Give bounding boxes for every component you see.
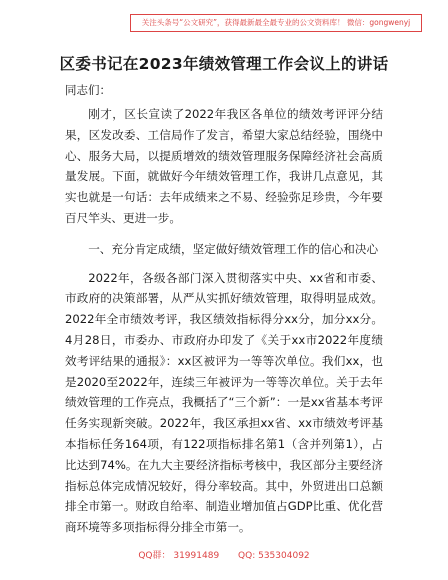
page-title: 区委书记在2023年绩效管理工作会议上的讲话 bbox=[59, 55, 389, 73]
paragraph-intro: 刚才，区长宣读了2022年我区各单位的绩效考评评分结果，区发改委、工信局作了发言，希望大家总结经验，围绕中心、服务大局，以提质增效的绩效管理服务保障经济社会高质量发展。下面，就做好今年绩效管理工作，我讲几点意见，其实也就是一句话：去年成绩来之不易、经验弥足珍贵，今年要百尺竿头、更进一步。 bbox=[65, 107, 383, 225]
salutation: 同志们： bbox=[65, 83, 111, 97]
footer-contact bbox=[0, 548, 448, 561]
section-heading: 一、充分肯定成绩，坚定做好绩效管理工作的信心和决心 bbox=[88, 241, 379, 256]
promo-banner: 关注头条号“公文研究”，获得最新最全最专业的公文资料库！ 微信：gongwenyj bbox=[130, 14, 422, 32]
paragraph-achievements: 2022年，各级各部门深入贯彻落实中央、xx省和市委、市政府的决策部署，从严从实抓好绩效管理，取得明显成效。2022年全市绩效考评，我区绩效指标得分xx分，加分xx分。4月28日，市委办、市政府办印发了《关于xx市2022年度绩效考评结果的通报》：xx区被评为一等等次单位。我们xx，也是2020至2022年，连续三年被评为一等等次单位。关于去年绩效管理的工作亮点，我概括了“三个新”：一是xx省基本考评任务实现新突破。2022年，我区承担xx省、xx市绩效考评基本指标任务164项，有122项指标排名第1（含并列第1），占比达到74%。在九大主要经济指标考核中，我区部分主要经济指标总体完成情况较好，得分率较高。其中，外贸进出口总额排全市第一。财政自给率、制造业增加值占GDP比重、优化营商环境等多项指标得分排全市第一。 bbox=[65, 270, 383, 535]
qq-number: QQ: 535304092 bbox=[238, 551, 310, 561]
document-body bbox=[65, 104, 383, 538]
qq-group: QQ群： 31991489 bbox=[138, 551, 220, 561]
